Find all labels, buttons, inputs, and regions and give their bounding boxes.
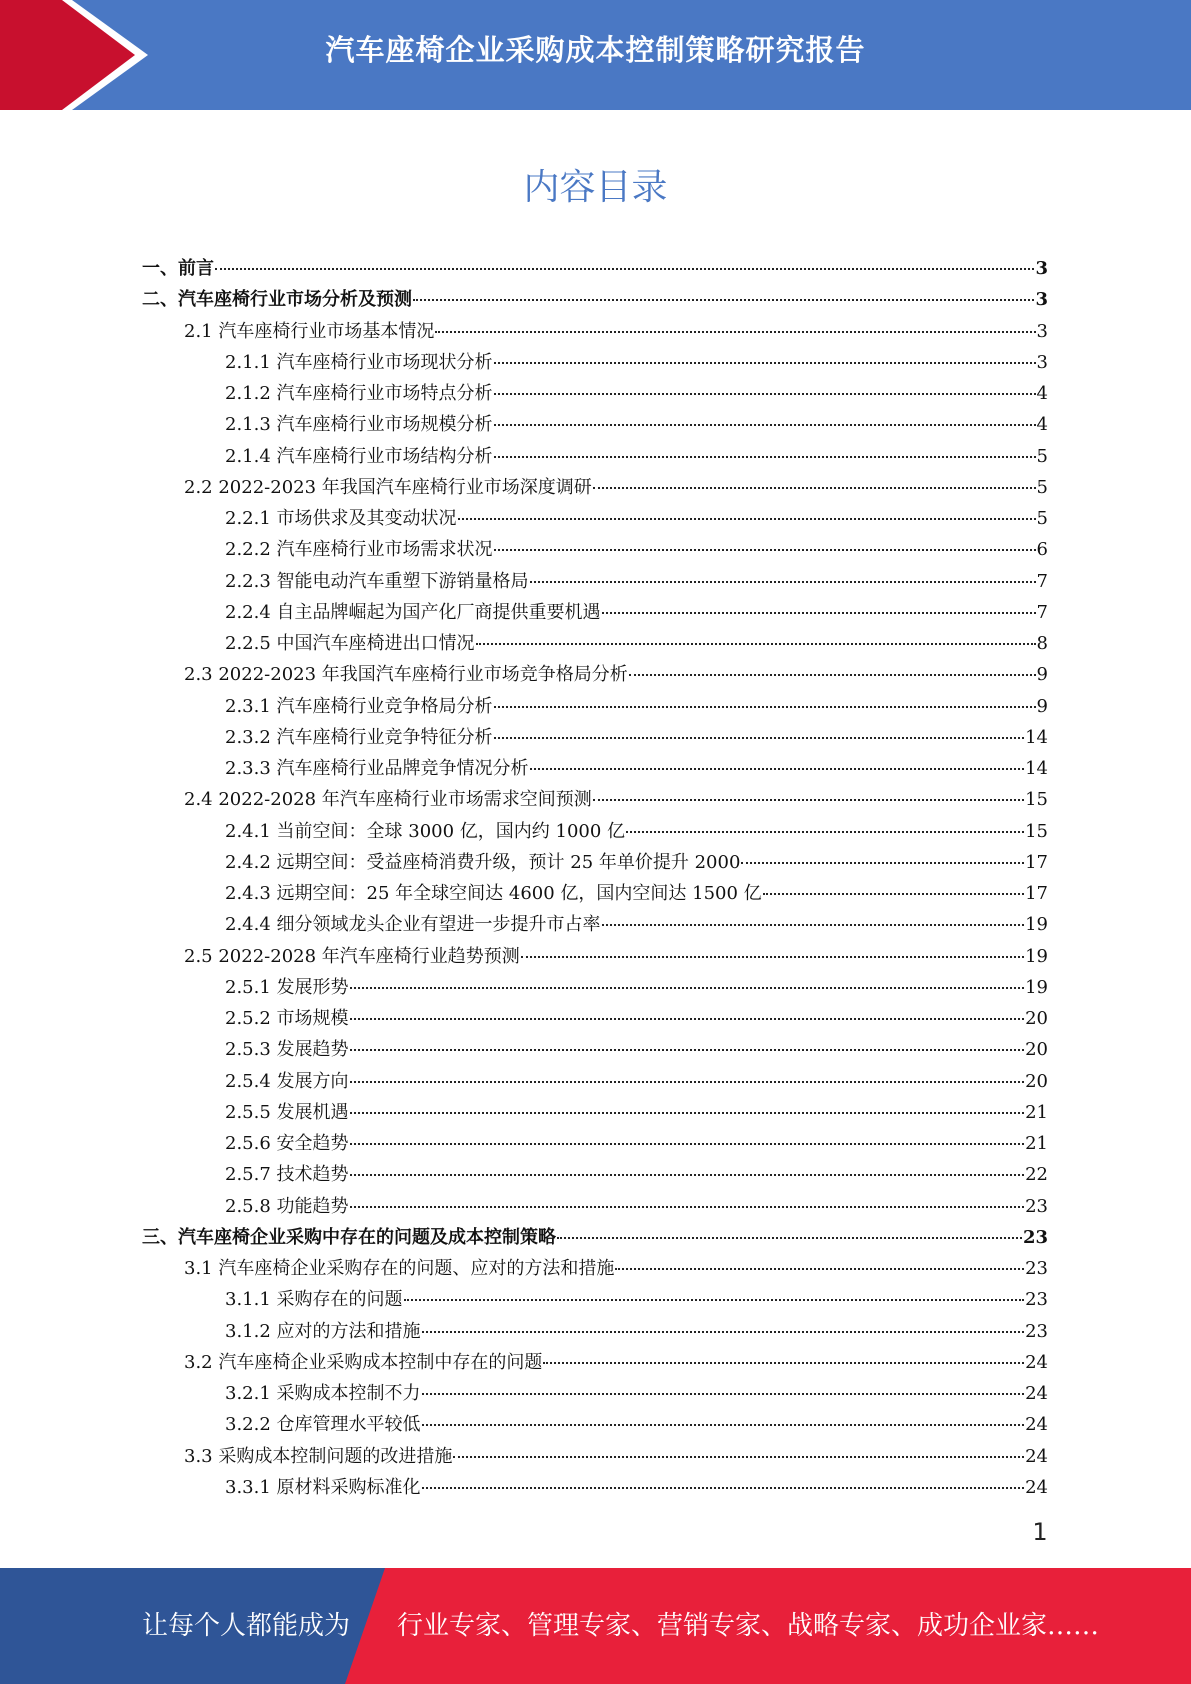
toc-entry-page: 9 [1036, 664, 1048, 686]
toc-entry-title: 2.5.5 发展机遇 [225, 1101, 349, 1123]
toc-entry[interactable] [142, 441, 1048, 472]
toc-entry-title: 2.1.1 汽车座椅行业市场现状分析 [225, 351, 493, 373]
toc-entry-title: 3.2.2 仓库管理水平较低 [225, 1414, 421, 1436]
toc-entry-title: 2.2.2 汽车座椅行业市场需求状况 [225, 539, 493, 561]
toc-entry-title: 3.3 采购成本控制问题的改进措施 [184, 1445, 453, 1467]
toc-dot-leader [494, 424, 1036, 426]
toc-dot-leader [593, 799, 1024, 801]
toc-entry[interactable] [142, 1347, 1048, 1378]
toc-entry[interactable] [142, 941, 1048, 972]
toc-dot-leader [494, 456, 1036, 458]
toc-entry[interactable] [142, 1472, 1048, 1503]
toc-entry-title: 3.3.1 原材料采购标准化 [225, 1476, 421, 1498]
toc-dot-leader [350, 1049, 1025, 1051]
toc-entry-title: 2.2.4 自主品牌崛起为国产化厂商提供重要机遇 [225, 601, 601, 623]
toc-entry-title: 三、汽车座椅企业采购中存在的问题及成本控制策略 [142, 1226, 556, 1248]
toc-entry-title: 3.1.1 采购存在的问题 [225, 1289, 403, 1311]
toc-dot-leader [422, 1487, 1025, 1489]
toc-entry-page: 14 [1025, 726, 1048, 748]
toc-entry[interactable] [142, 316, 1048, 347]
toc-dot-leader [350, 1018, 1025, 1020]
toc-entry-title: 一、前言 [142, 258, 214, 279]
toc-entry[interactable] [142, 1097, 1048, 1128]
toc-entry[interactable] [142, 1066, 1048, 1097]
toc-entry[interactable] [142, 878, 1048, 909]
toc-entry-page: 19 [1025, 976, 1048, 998]
toc-dot-leader [476, 643, 1036, 645]
toc-entry[interactable] [142, 566, 1048, 597]
toc-entry[interactable] [142, 972, 1048, 1003]
toc-dot-leader [543, 1362, 1024, 1364]
toc-entry-title: 3.1.2 应对的方法和措施 [225, 1320, 421, 1342]
toc-entry-title: 2.3.2 汽车座椅行业竞争特征分析 [225, 726, 493, 748]
toc-entry-title: 2.5.6 安全趋势 [225, 1133, 349, 1154]
table-of-contents [142, 253, 1048, 1503]
toc-entry[interactable] [142, 1003, 1048, 1034]
toc-entry-title: 2.5.7 技术趋势 [225, 1164, 349, 1186]
toc-entry-page: 9 [1036, 695, 1048, 717]
toc-entry[interactable] [142, 284, 1048, 315]
toc-entry[interactable] [142, 1128, 1048, 1159]
toc-dot-leader [626, 831, 1024, 833]
toc-entry-page: 20 [1025, 1039, 1048, 1061]
toc-entry-page: 23 [1025, 1320, 1048, 1342]
toc-entry-title: 3.2 汽车座椅企业采购成本控制中存在的问题 [184, 1351, 543, 1373]
toc-dot-leader [494, 393, 1036, 395]
toc-entry-page: 24 [1025, 1414, 1048, 1436]
toc-entry-page: 24 [1025, 1351, 1048, 1373]
toc-dot-leader [494, 549, 1036, 551]
toc-heading: 内容目录 [523, 167, 668, 208]
toc-dot-leader [422, 1424, 1025, 1426]
toc-entry-page: 23 [1022, 1226, 1048, 1248]
toc-dot-leader [422, 1393, 1025, 1395]
toc-entry-page: 24 [1025, 1445, 1048, 1467]
toc-entry-title: 2.4 2022-2028 年汽车座椅行业市场需求空间预测 [184, 789, 592, 811]
toc-entry-title: 2.2.5 中国汽车座椅进出口情况 [225, 633, 475, 654]
toc-dot-leader [350, 987, 1025, 989]
toc-entry-title: 2.2.1 市场供求及其变动状况 [225, 508, 457, 529]
toc-dot-leader [615, 1268, 1024, 1270]
footer-slogan-right: 行业专家、管理专家、营销专家、战略专家、成功企业家…… [397, 1611, 1100, 1641]
toc-entry-page: 8 [1036, 633, 1048, 654]
toc-entry[interactable] [142, 1159, 1048, 1190]
toc-entry[interactable] [142, 347, 1048, 378]
footer-slogan-left: 让每个人都能成为 [142, 1611, 351, 1641]
toc-entry[interactable] [142, 1284, 1048, 1315]
toc-entry-title: 2.5.1 发展形势 [225, 976, 349, 998]
toc-entry-title: 2.3.3 汽车座椅行业品牌竞争情况分析 [225, 758, 529, 779]
toc-entry-page: 23 [1025, 1195, 1048, 1217]
toc-entry-title: 2.4.3 远期空间：25 年全球空间达 4600 亿，国内空间达 1500 亿 [225, 883, 762, 904]
toc-entry-page: 14 [1025, 758, 1048, 779]
toc-dot-leader [494, 362, 1036, 364]
report-title: 汽车座椅企业采购成本控制策略研究报告 [325, 33, 866, 67]
toc-entry-page: 17 [1025, 851, 1048, 873]
page-number: 1 [1032, 1518, 1048, 1546]
toc-entry[interactable] [142, 784, 1048, 815]
toc-entry-page: 15 [1025, 820, 1048, 842]
toc-entry-page: 24 [1025, 1383, 1048, 1404]
toc-entry-title: 3.2.1 采购成本控制不力 [225, 1383, 421, 1404]
toc-dot-leader [593, 487, 1036, 489]
toc-entry-title: 2.2 2022-2023 年我国汽车座椅行业市场深度调研 [184, 476, 592, 498]
toc-dot-leader [741, 862, 1024, 864]
toc-entry[interactable] [142, 1409, 1048, 1440]
toc-entry-page: 6 [1036, 539, 1048, 561]
toc-entry-title: 2.1.2 汽车座椅行业市场特点分析 [225, 383, 493, 404]
toc-entry-page: 5 [1036, 445, 1048, 467]
toc-entry-title: 2.3 2022-2023 年我国汽车座椅行业市场竞争格局分析 [184, 664, 628, 686]
toc-entry-title: 二、汽车座椅行业市场分析及预测 [142, 289, 412, 311]
toc-entry[interactable] [142, 597, 1048, 628]
toc-dot-leader [350, 1081, 1025, 1083]
toc-dot-leader [453, 1456, 1024, 1458]
toc-entry-page: 15 [1025, 789, 1048, 811]
toc-dot-leader [629, 674, 1036, 676]
toc-dot-leader [350, 1143, 1025, 1145]
toc-entry-title: 2.4.4 细分领域龙头企业有望进一步提升市占率 [225, 914, 601, 936]
toc-dot-leader [602, 924, 1025, 926]
toc-entry-page: 24 [1025, 1476, 1048, 1498]
toc-entry-page: 21 [1025, 1133, 1048, 1154]
toc-entry-title: 2.5 2022-2028 年汽车座椅行业趋势预测 [184, 945, 520, 967]
toc-entry-page: 7 [1036, 601, 1048, 623]
toc-entry-title: 2.1.4 汽车座椅行业市场结构分析 [225, 445, 493, 467]
toc-dot-leader [215, 268, 1034, 270]
toc-entry[interactable] [142, 628, 1048, 659]
toc-entry-title: 2.5.4 发展方向 [225, 1070, 349, 1092]
toc-entry-page: 3 [1035, 258, 1048, 279]
toc-entry[interactable] [142, 909, 1048, 940]
toc-dot-leader [494, 737, 1025, 739]
toc-entry-page: 17 [1025, 883, 1048, 904]
toc-entry-title: 2.4.1 当前空间：全球 3000 亿，国内约 1000 亿 [225, 820, 626, 842]
toc-entry[interactable] [142, 1253, 1048, 1284]
toc-entry[interactable] [142, 659, 1048, 690]
toc-entry-page: 20 [1025, 1070, 1048, 1092]
toc-entry-page: 3 [1035, 289, 1048, 311]
toc-dot-leader [435, 331, 1035, 333]
toc-entry-page: 19 [1025, 945, 1048, 967]
toc-entry[interactable] [142, 1222, 1048, 1253]
toc-entry-page: 4 [1036, 383, 1048, 404]
toc-entry-page: 3 [1036, 351, 1048, 373]
toc-entry[interactable] [142, 816, 1048, 847]
toc-entry[interactable] [142, 753, 1048, 784]
toc-entry[interactable] [142, 1034, 1048, 1065]
toc-entry[interactable] [142, 378, 1048, 409]
toc-dot-leader [404, 1299, 1025, 1301]
toc-dot-leader [350, 1174, 1025, 1176]
toc-entry[interactable] [142, 409, 1048, 440]
toc-dot-leader [422, 1331, 1025, 1333]
toc-dot-leader [494, 706, 1036, 708]
toc-dot-leader [413, 299, 1034, 301]
toc-dot-leader [458, 518, 1036, 520]
footer-banner [0, 1568, 1191, 1684]
toc-entry-page: 20 [1025, 1008, 1048, 1029]
toc-entry-page: 22 [1025, 1164, 1048, 1186]
toc-entry[interactable] [142, 1441, 1048, 1472]
toc-entry[interactable] [142, 1378, 1048, 1409]
toc-entry-title: 2.5.2 市场规模 [225, 1008, 349, 1029]
toc-entry-page: 19 [1025, 914, 1048, 936]
toc-entry[interactable] [142, 534, 1048, 565]
toc-entry[interactable] [142, 722, 1048, 753]
toc-dot-leader [350, 1206, 1025, 1208]
toc-entry-title: 2.1.3 汽车座椅行业市场规模分析 [225, 414, 493, 436]
toc-entry[interactable] [142, 691, 1048, 722]
toc-entry[interactable] [142, 503, 1048, 534]
toc-entry-title: 2.5.8 功能趋势 [225, 1195, 349, 1217]
toc-entry-page: 3 [1036, 320, 1048, 342]
toc-entry-title: 2.4.2 远期空间：受益座椅消费升级，预计 25 年单价提升 2000 [225, 851, 741, 873]
toc-dot-leader [557, 1237, 1022, 1239]
toc-dot-leader [530, 768, 1025, 770]
toc-entry-title: 3.1 汽车座椅企业采购存在的问题、应对的方法和措施 [184, 1258, 615, 1279]
toc-dot-leader [521, 956, 1024, 958]
toc-dot-leader [763, 893, 1024, 895]
toc-dot-leader [530, 581, 1036, 583]
toc-dot-leader [350, 1112, 1025, 1114]
toc-entry[interactable] [142, 1316, 1048, 1347]
toc-entry-title: 2.3.1 汽车座椅行业竞争格局分析 [225, 695, 493, 717]
toc-entry-title: 2.5.3 发展趋势 [225, 1039, 349, 1061]
toc-entry-page: 21 [1025, 1101, 1048, 1123]
toc-entry[interactable] [142, 1191, 1048, 1222]
toc-entry-page: 7 [1036, 570, 1048, 592]
toc-entry-page: 5 [1036, 476, 1048, 498]
toc-entry[interactable] [142, 253, 1048, 284]
toc-entry-page: 4 [1036, 414, 1048, 436]
header-banner [0, 0, 1191, 110]
toc-entry-page: 23 [1025, 1289, 1048, 1311]
toc-dot-leader [602, 612, 1036, 614]
toc-entry-title: 2.1 汽车座椅行业市场基本情况 [184, 320, 435, 342]
toc-entry-page: 23 [1025, 1258, 1048, 1279]
toc-entry-title: 2.2.3 智能电动汽车重塑下游销量格局 [225, 570, 529, 592]
toc-entry-page: 5 [1036, 508, 1048, 529]
toc-entry[interactable] [142, 472, 1048, 503]
toc-entry[interactable] [142, 847, 1048, 878]
